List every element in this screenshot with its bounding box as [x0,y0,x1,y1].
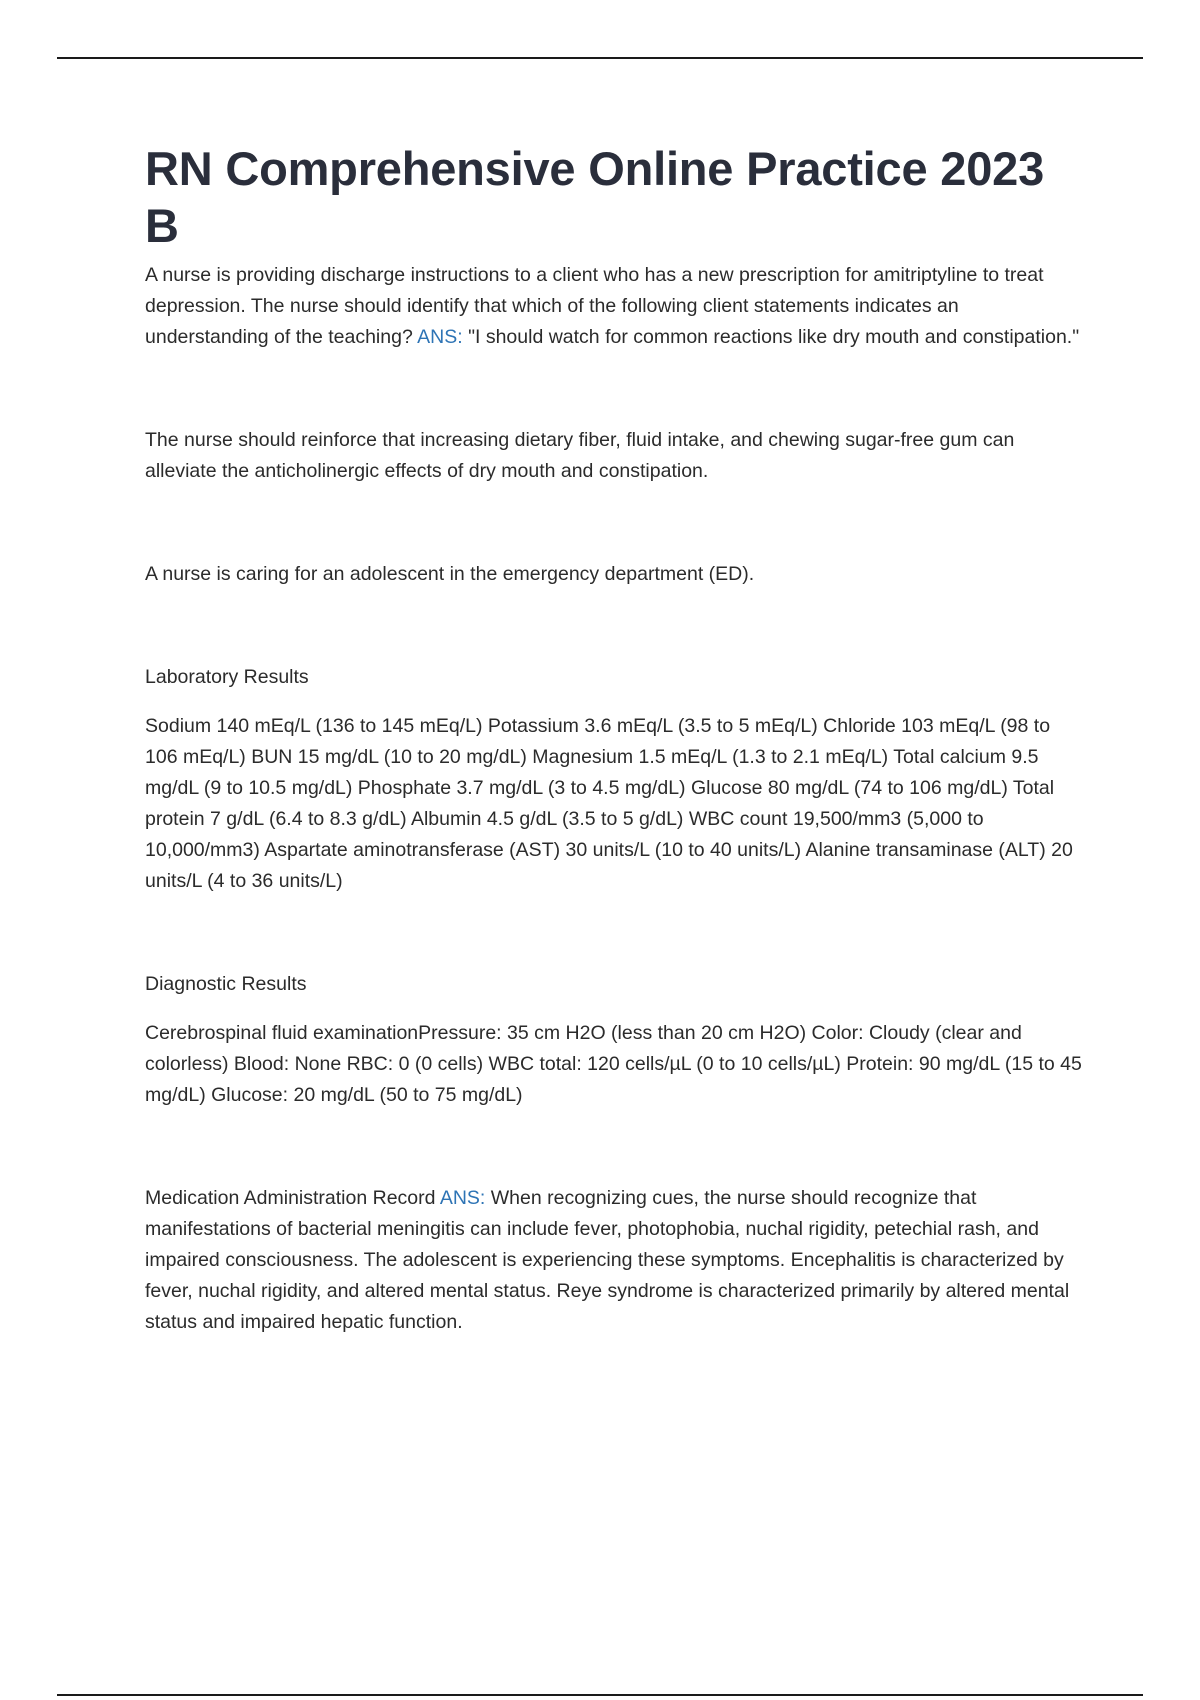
mar-label: Medication Administration Record [145,1187,436,1209]
question-1-stem: A nurse is providing discharge instructions to a client who has a new prescription for amitriptyline to treat depression. The nurse should identify that which of the following client statements indicates an understanding of the teaching? [145,264,1044,348]
medication-administration-record [145,1183,1085,1338]
lab-results-heading: Laboratory Results [145,666,309,688]
document-title: RN Comprehensive Online Practice 2023 B [145,142,1045,252]
question-1-answer: "I should watch for common reactions like dry mouth and constipation." [468,326,1080,348]
case-intro: A nurse is caring for an adolescent in the emergency department (ED). [145,563,755,585]
mar-answer: When recognizing cues, the nurse should recognize that manifestations of bacterial meningitis can include fever, photophobia, nuchal rigidity, petechial rash, and impaired consciousness. The adolescent is experiencing these symptoms. Encephalitis is characterized by fever, nuchal rigidity, and altered mental status. Reye syndrome is characterized primarily by altered mental status and impaired hepatic function. [145,1187,1070,1333]
question-1 [145,260,1085,353]
document-body [145,140,1085,1338]
header-rule [57,57,1143,59]
answer-label: ANS: [417,326,463,348]
footer-rule [57,1694,1143,1696]
diagnostic-results-heading: Diagnostic Results [145,973,307,995]
lab-results-text: Sodium 140 mEq/L (136 to 145 mEq/L) Potassium 3.6 mEq/L (3.5 to 5 mEq/L) Chloride 103 mEq/L (98 to 106 mEq/L) BUN 15 mg/dL (10 to 20 mg/dL) Magnesium 1.5 mEq/L (1.3 to 2.1 mEq/L) Total calcium 9.5 mg/dL (9 to 10.5 mg/dL) Phosphate 3.7 mg/dL (3 to 4.5 mg/dL) Glucose 80 mg/dL (74 to 106 mg/dL) Total protein 7 g/dL (6.4 to 8.3 g/dL) Albumin 4.5 g/dL (3.5 to 5 g/dL) WBC count 19,500/mm3 (5,000 to 10,000/mm3) Aspartate aminotransferase (AST) 30 units/L (10 to 40 units/L) Alanine transaminase (ALT) 20 units/L (4 to 36 units/L) [145,715,1073,892]
rationale-1: The nurse should reinforce that increasing dietary fiber, fluid intake, and chewing sugar-free gum can alleviate the anticholinergic effects of dry mouth and constipation. [145,429,1015,482]
answer-label: ANS: [439,1187,486,1209]
diagnostic-results-text: Cerebrospinal fluid examinationPressure: 35 cm H2O (less than 20 cm H2O) Color: Cloudy (clear and colorless) Blood: None RBC: 0 (0 cells) WBC total: 120 cells/µL (0 to 10 cells/µL) Protein: 90 mg/dL (15 to 45 mg/dL) Glucose: 20 mg/dL (50 to 75 mg/dL) [145,1022,1082,1106]
